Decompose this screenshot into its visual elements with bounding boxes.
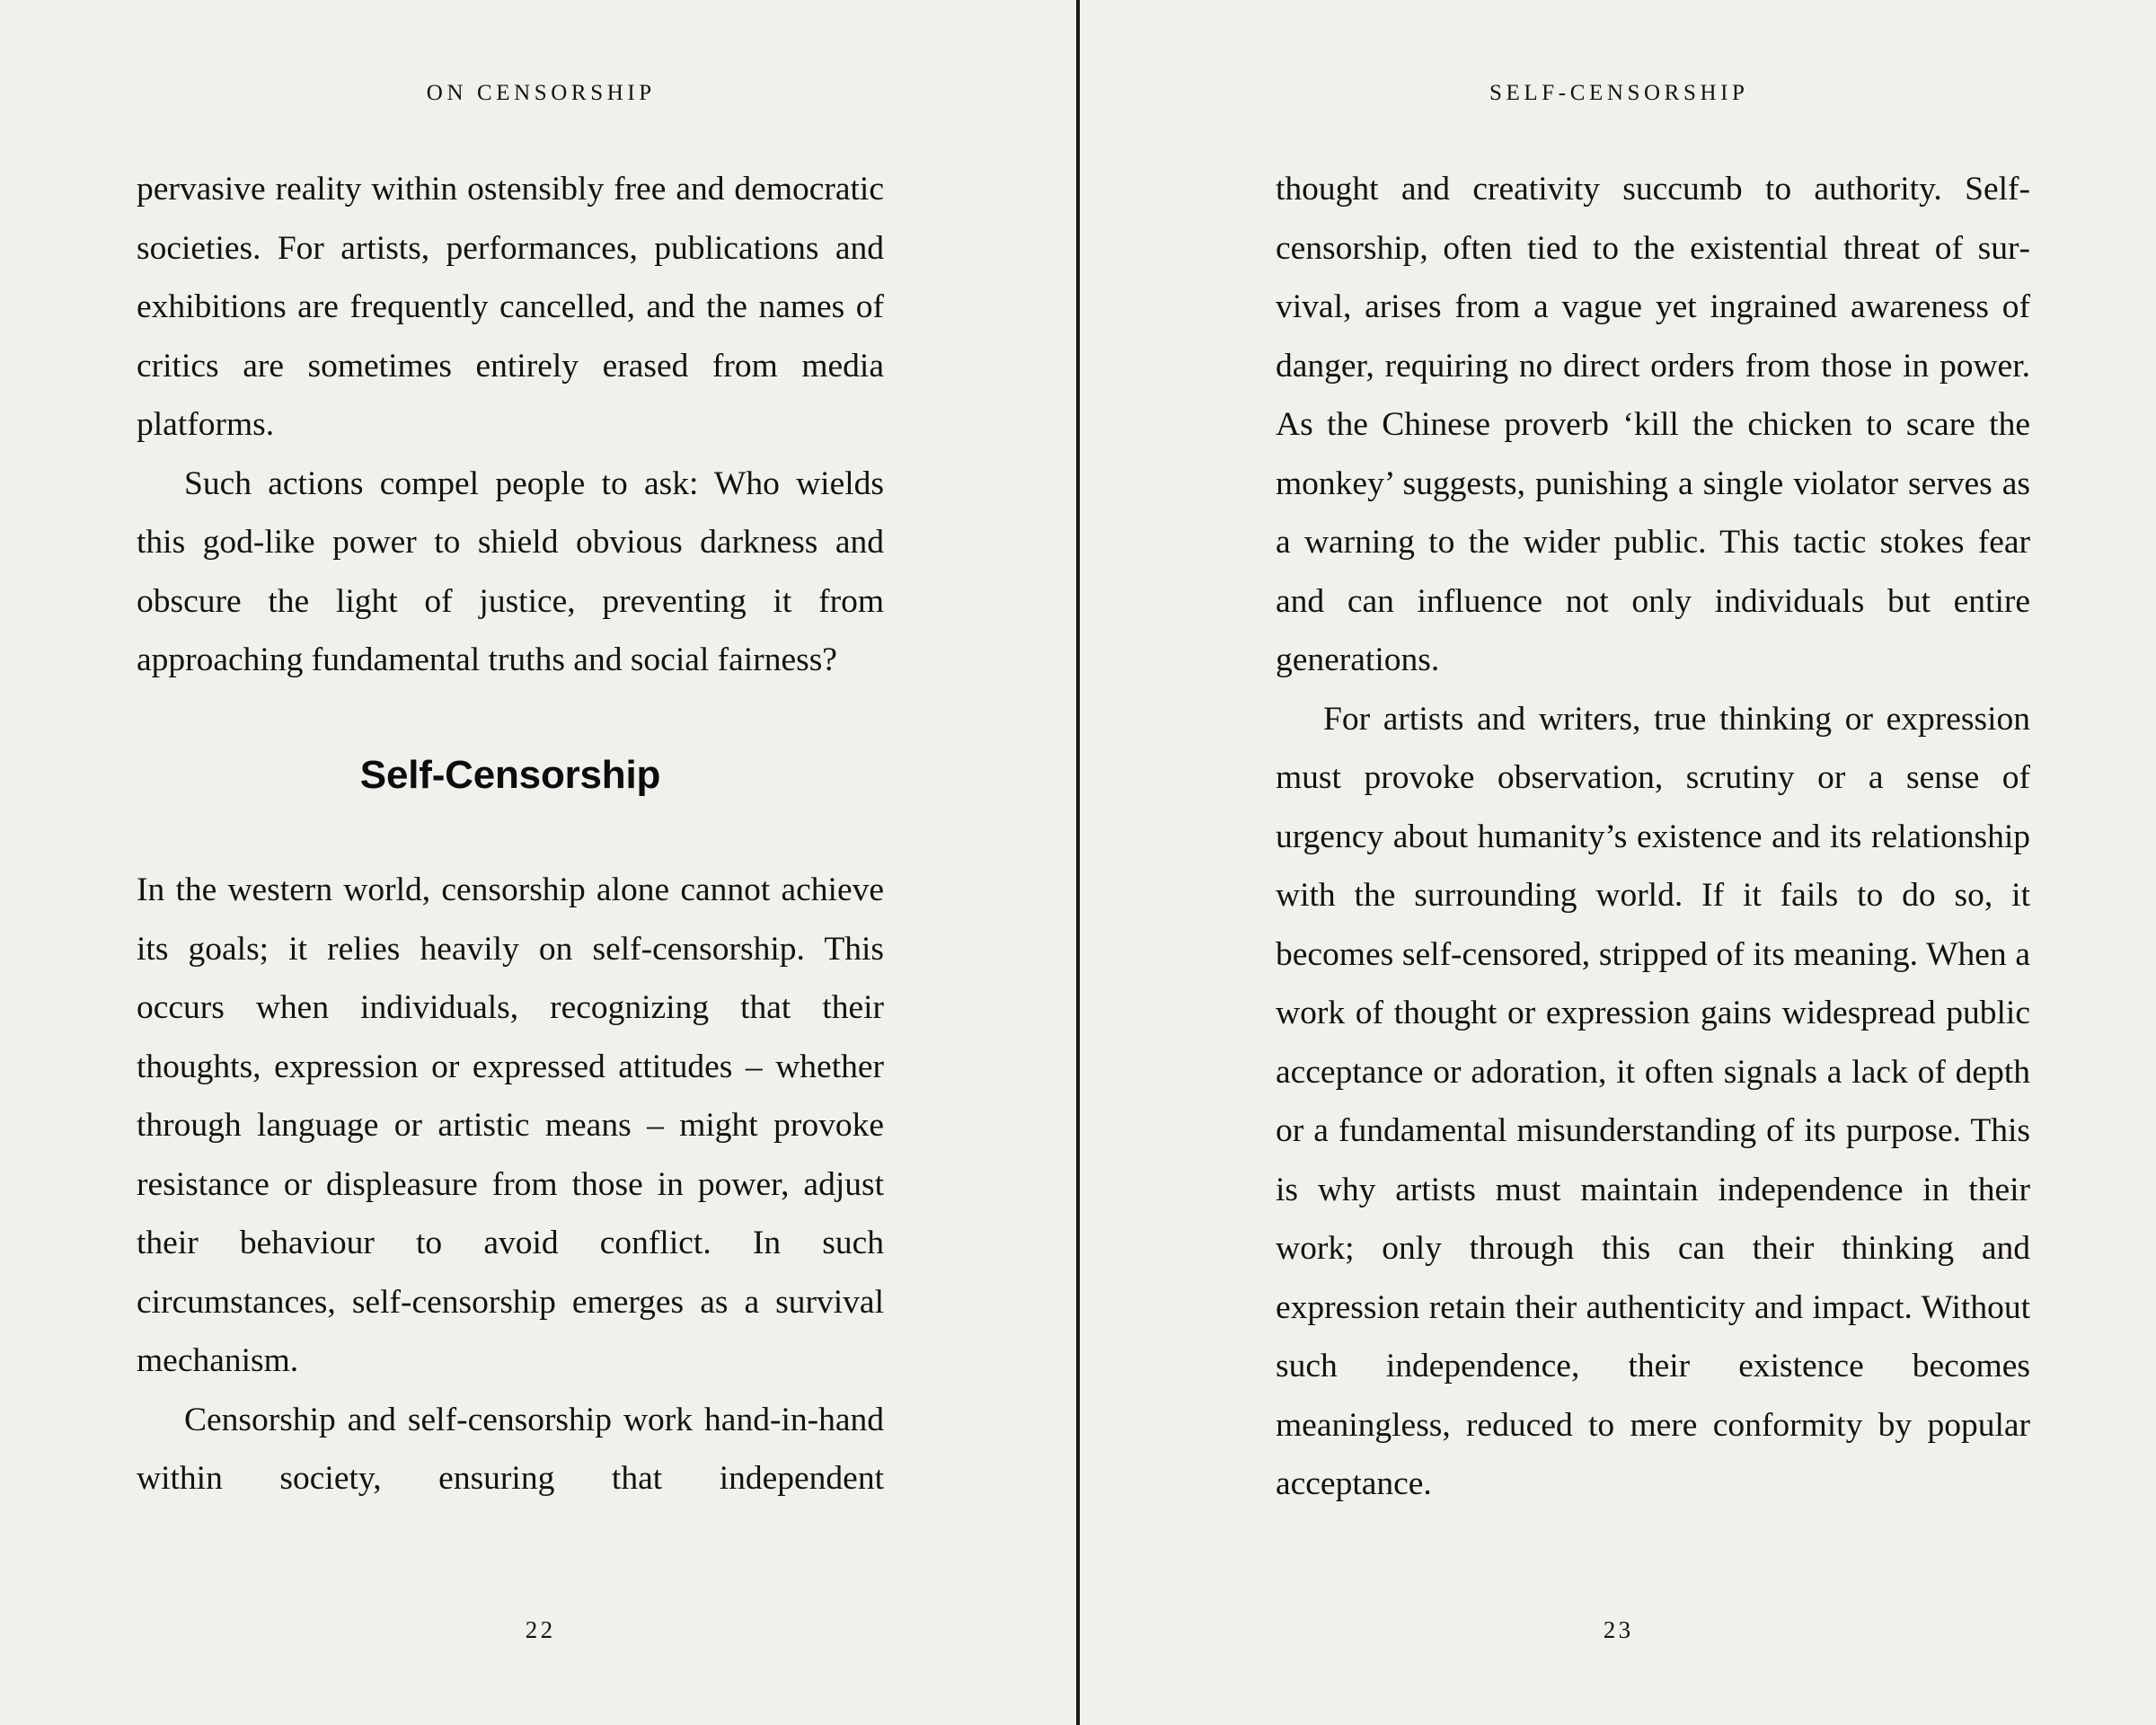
right-page-text-block (1276, 0, 2030, 1725)
left-page-number: 22 (525, 1616, 556, 1643)
paragraph: In the western world, censorship alone cannot achieve its goals; it relies heavily on self-censorship. This occurs when individuals, recognizing that their thoughts, expression or expressed attitudes – whether through language or artistic means – might provoke resistance or displeasure from those in power, adjust their behaviour to avoid conflict. In such circumstances, self-censorship emerges as a survival mechanism. (137, 871, 884, 1379)
paragraph: Censorship and self-censorship work hand-in-hand within society, ensuring that independent (137, 1401, 884, 1497)
right-body (1276, 160, 2030, 1572)
right-running-head: SELF-CENSORSHIP (1489, 81, 1749, 105)
heading-spacer-above (137, 690, 884, 746)
section-heading: Self-Censorship (359, 752, 661, 797)
paragraph: For artists and writers, true thinking or expression must provoke observation, scrutiny or a sense of urgency about humanity’s existence and its relationship with the surrounding world. If it fails to do so, it becomes self-censored, stripped of its meaning. When a work of thought or expression gains widespread public acceptance or adoration, it often signals a lack of depth or a fundamental misunderstanding of its purpose. This is why artists must maintain independence in their work; only through this can their thinking and expression retain their authenticity and impact. Without such independence, their existence becomes meaningless, reduced to mere conformity by popular acceptance. (1276, 700, 2030, 1502)
paragraph: Such actions compel people to ask: Who wields this god-like power to shield obvious darkness and obscure the light of justice, preventing it from approaching fundamental truths and social fairness? (137, 464, 884, 678)
heading-spacer-below (137, 804, 884, 861)
left-page-text-block (137, 0, 884, 1725)
gutter-divider (1076, 0, 1080, 1725)
paragraph: thought and creativity succumb to authority. Self-censorship, often tied to the existential threat of survival, arises from a vague yet ingrained awareness of danger, requiring no direct orders from those in power. As the Chinese proverb ‘kill the chicken to scare the monkey’ suggests, punishing a single violator serves as a warning to the wider public. This tactic stokes fear and can influence not only individuals but entire generations. (1276, 171, 2030, 678)
right-page (1078, 0, 2156, 1725)
right-page-number: 23 (1603, 1616, 1634, 1643)
left-body (137, 160, 884, 1567)
left-running-head: ON CENSORSHIP (426, 81, 656, 105)
paragraph: pervasive reality within ostensibly free and democratic societies. For artists, performances, publications and exhibitions are frequently cancelled, and the names of critics are sometimes entirely erased from media platforms. (137, 171, 884, 443)
